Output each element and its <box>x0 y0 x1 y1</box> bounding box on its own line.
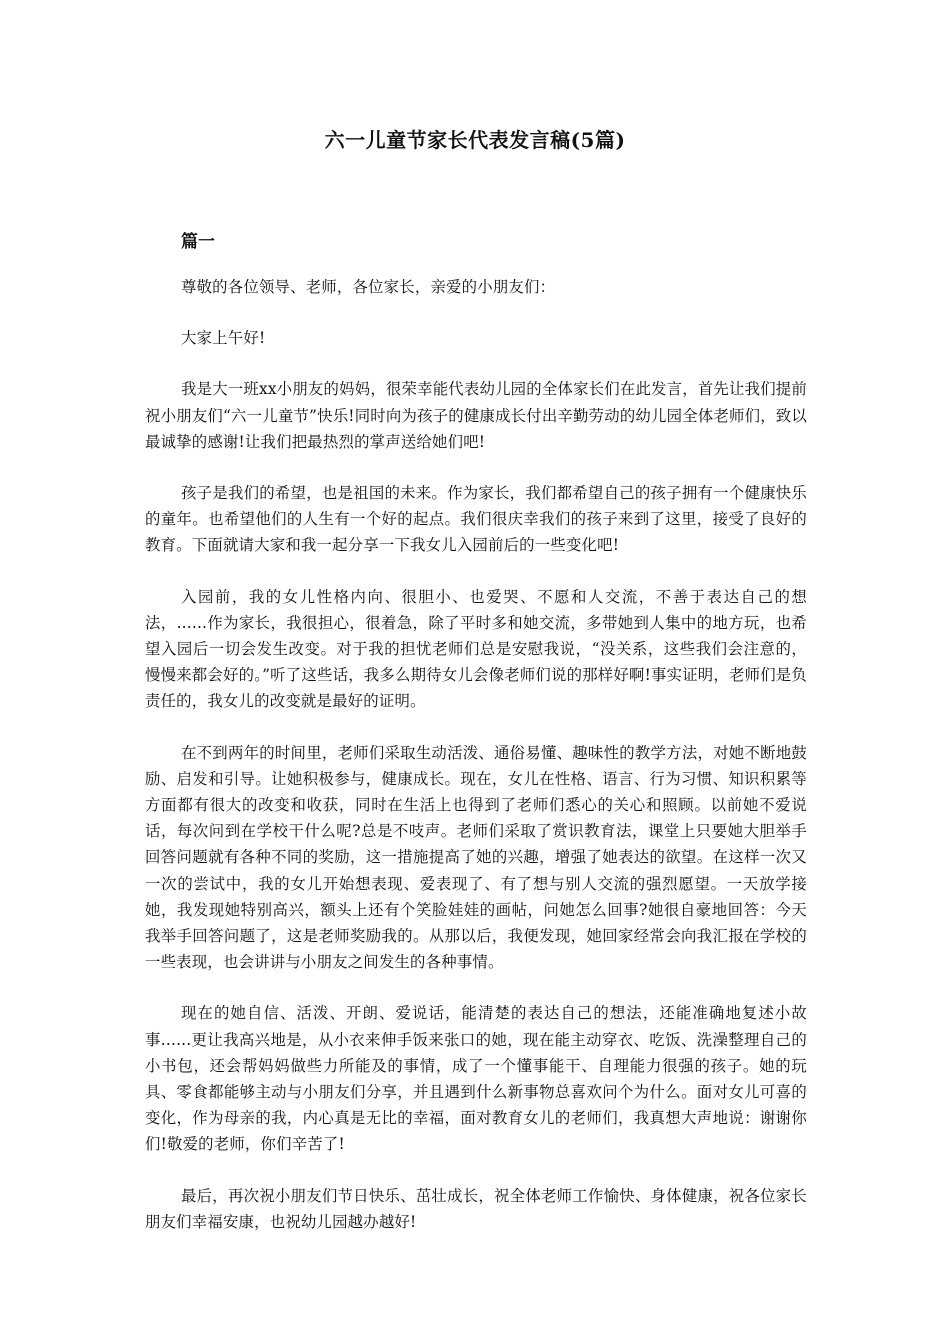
salutation-paragraph: 尊敬的各位领导、老师，各位家长，亲爱的小朋友们： <box>181 278 556 296</box>
greeting-paragraph: 大家上午好! <box>181 329 266 348</box>
body-paragraph: 入园前，我的女儿性格内向、很胆小、也爱哭、不愿和人交流，不善于表达自己的想法，......作为家长，我很担心，很着急，除了平时多和她交流，多带她到人集中的地方玩，也希望入园后一切会发生改变。对于我的担忧老师们总是安慰我说，“没关系，这些我们会注意的，慢慢来都会好的。”听了这些话，我多么期待女儿会像老师们说的那样好啊!事实证明，老师们是负责任的，我女儿的改变就是最好的证明。 <box>145 587 807 711</box>
section-heading: 篇一 <box>181 232 215 252</box>
body-paragraph: 现在的她自信、活泼、开朗、爱说话，能清楚的表达自己的想法，还能准确地复述小故事......更让我高兴地是，从小衣来伸手饭来张口的她，现在能主动穿衣、吃饭、洗澡整理自己的小书包，还会帮妈妈做些力所能及的事情，成了一个懂事能干、自理能力很强的孩子。她的玩具、零食都能够主动与小朋友们分享，并且遇到什么新事物总喜欢问个为什么。面对女儿可喜的变化，作为母亲的我，内心真是无比的幸福，面对教育女儿的老师们，我真想大声地说：谢谢你们!敬爱的老师，你们辛苦了! <box>145 1004 807 1154</box>
body-paragraph: 我是大一班xx小朋友的妈妈，很荣幸能代表幼儿园的全体家长们在此发言，首先让我们提前祝小朋友们“六一儿童节”快乐!同时向为孩子的健康成长付出辛勤劳动的幼儿园全体老师们，致以最诚挚的感谢!让我们把最热烈的掌声送给她们吧! <box>145 380 807 451</box>
body-paragraph: 孩子是我们的希望，也是祖国的未来。作为家长，我们都希望自己的孩子拥有一个健康快乐的童年。也希望他们的人生有一个好的起点。我们很庆幸我们的孩子来到了这里，接受了良好的教育。下面就请大家和我一起分享一下我女儿入园前后的一些变化吧! <box>145 484 807 555</box>
document-body <box>145 274 807 1260</box>
document-title: 六一儿童节家长代表发言稿(5篇) <box>324 128 626 152</box>
closing-paragraph: 最后，再次祝小朋友们节日快乐、茁壮成长，祝全体老师工作愉快、身体健康，祝各位家长朋友们幸福安康，也祝幼儿园越办越好! <box>145 1186 807 1231</box>
body-paragraph: 在不到两年的时间里，老师们采取生动活泼、通俗易懂、趣味性的教学方法，对她不断地鼓励、启发和引导。让她积极参与，健康成长。现在，女儿在性格、语言、行为习惯、知识积累等方面都有很大的改变和收获，同时在生活上也得到了老师们悉心的关心和照顾。以前她不爱说话，每次问到在学校干什么呢?总是不吱声。老师们采取了赏识教育法，课堂上只要她大胆举手回答问题就有各种不同的奖励，这一措施提高了她的兴趣，增强了她表达的欲望。在这样一次又一次的尝试中，我的女儿开始想表现、爱表现了、有了想与别人交流的强烈愿望。一天放学接她，我发现她特别高兴，额头上还有个笑脸娃娃的画帖，问她怎么回事?她很自豪地回答：今天我举手回答问题了，这是老师奖励我的。从那以后，我便发现，她回家经常会向我汇报在学校的一些表现，也会讲讲与小朋友之间发生的各种事情。 <box>145 743 807 972</box>
